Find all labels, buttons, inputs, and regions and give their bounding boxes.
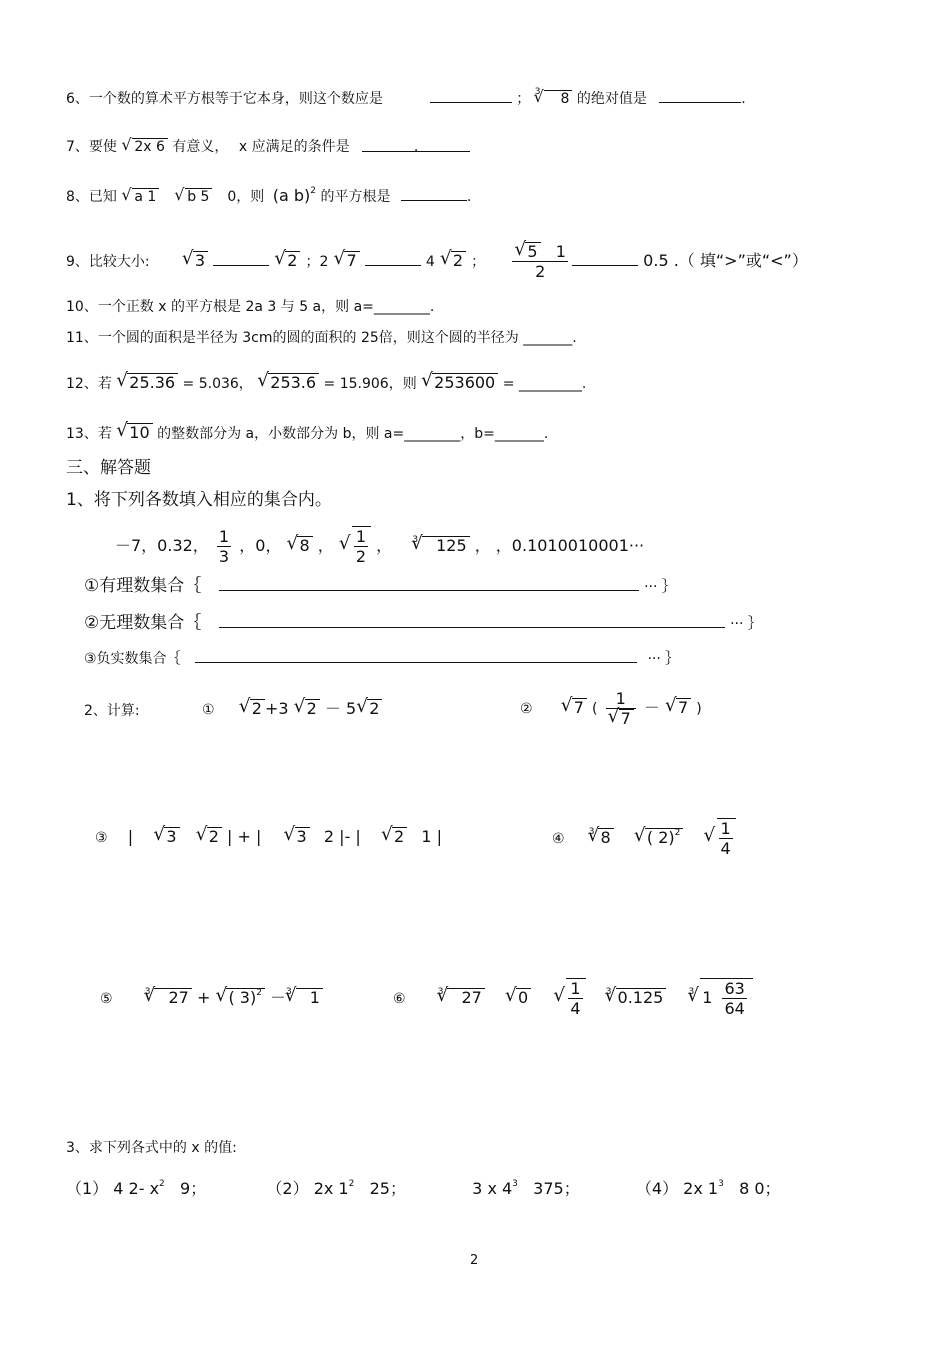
- number-list: －7，0.32， $\frac{1}{3}$ ，0， √ 8 ， √ $\frac{1}{2}$ ， $^3$√ 125 ， ，0.1010010001···: [115, 526, 644, 569]
- question-10: 10、一个正数 x 的平方根是 2a 3 与 5 a，则 a=________.: [66, 299, 435, 315]
- question-8: 8、已知 √ a 1 √ b 5 0，则 (a b)$^2$ 的平方根是 .: [66, 186, 471, 209]
- answer-blank[interactable]: [401, 186, 467, 201]
- q6-text: 6、一个数的算术平方根等于它本身，则这个数应是: [66, 91, 383, 107]
- question-13: 13、若 √ 10 的整数部分为 a，小数部分为 b，则 a=________，b=_______.: [66, 423, 548, 444]
- question-12: 12、若 √ 25.36 = 5.036， √ 253.6 = 15.906，则 √ 253600 = _________.: [66, 373, 586, 394]
- set-negative: ③负实数集合｛ ··· ｝: [84, 648, 679, 669]
- equations-row: [66, 1179, 781, 1202]
- section-title: 三、解答题: [66, 458, 151, 478]
- equation-4: （4） 2x $1^3$ 8 0；: [635, 1179, 781, 1198]
- set-rational: ①有理数集合｛ ··· ｝: [84, 576, 676, 596]
- set-irrational: ②无理数集合｛ ··· ｝: [84, 613, 762, 633]
- set-negative-blank[interactable]: [195, 648, 637, 663]
- calc-6: ⑥ $^3$√ 27 √ 0 √ $\frac{1}{4}$ $^3$√ 0.125 $^3$√ 1 $\frac{63}{64}$: [393, 978, 753, 1021]
- sqrt-expression: √ 2x 6: [121, 137, 168, 157]
- question-9: 9、比较大小: √ 3 √ 2 ；2 √ 7 4 √ 2 ； √ $\frac{5 1}{2}$ 0.5 .（ 填“>”或“<”）: [66, 242, 808, 281]
- answer-blank[interactable]: [659, 88, 741, 103]
- problem-3: 3、求下列各式中的 x 的值:: [66, 1140, 237, 1156]
- problem-1: 1、将下列各数填入相应的集合内。: [66, 490, 332, 510]
- set-rational-blank[interactable]: [219, 576, 639, 591]
- equation-3: 3 x $4^3$ 375；: [472, 1179, 580, 1198]
- answer-blank[interactable]: .: [362, 137, 470, 152]
- answer-blank[interactable]: [572, 251, 638, 266]
- answer-blank[interactable]: [365, 251, 421, 266]
- equation-2: （2） 2x $1^2$ 25；: [266, 1179, 406, 1198]
- problem-2: 2、计算:: [84, 703, 140, 719]
- answer-blank[interactable]: [213, 251, 269, 266]
- question-11: 11、一个圆的面积是半径为 3cm的圆的面积的 25倍，则这个圆的半径为 _______.: [66, 330, 577, 346]
- set-irrational-blank[interactable]: [219, 613, 725, 628]
- cube-root: √ 8: [533, 89, 572, 109]
- fraction: √ $\frac{5 1}{2}$: [512, 242, 568, 281]
- question-7: 7、要使 √ 2x 6 有意义， x 应满足的条件是 .: [66, 137, 470, 157]
- calc-2: ② √ 7 ( 1 √ 7 － √ 7 ): [520, 688, 702, 729]
- calc-4: ④ $^3$√ 8 √ ( 2)$^2$ √ $\frac{1}{4}$: [552, 818, 736, 861]
- calc-5: ⑤ $^3$√ 27 + √ ( 3)$^2$ －$^3$√ 1: [100, 988, 323, 1011]
- page-number: 2: [470, 1253, 479, 1268]
- question-6: 6、一个数的算术平方根等于它本身，则这个数应是 ； $^3$√ 8 的绝对值是 .: [66, 88, 746, 111]
- answer-blank[interactable]: [430, 88, 512, 103]
- calc-1: ① √ 2 +3 √ 2 － 5√ 2: [202, 699, 382, 720]
- calc-3: ③ | √ 3 √ 2 | + | √ 3 2 |- | √ 2 1 |: [95, 827, 442, 848]
- equation-1: （1） 4 2- $x^2$ 9；: [66, 1179, 207, 1198]
